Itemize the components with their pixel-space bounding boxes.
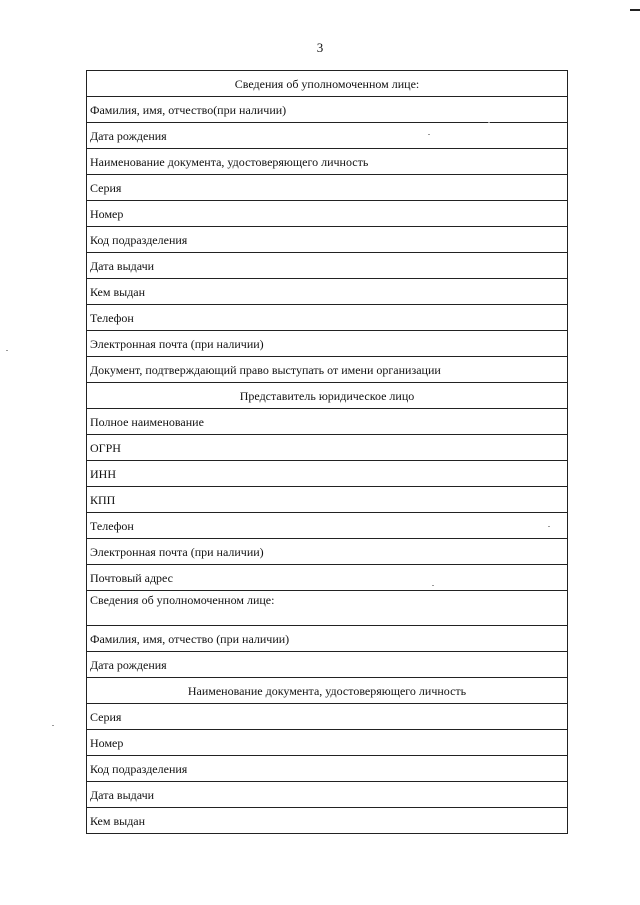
form-row: [87, 71, 568, 97]
form-row: [87, 97, 568, 123]
form-row-label: Кем выдан: [87, 279, 568, 305]
form-row-label: Наименование документа, удостоверяющего личность: [87, 149, 568, 175]
form-table-body: [87, 71, 568, 834]
form-row-label: Сведения об уполномоченном лице:: [87, 591, 568, 626]
form-row-label: Телефон: [87, 305, 568, 331]
form-row: [87, 756, 568, 782]
form-row-label: Электронная почта (при наличии): [87, 331, 568, 357]
form-row: [87, 461, 568, 487]
form-row-label: КПП: [87, 487, 568, 513]
scan-speck: [52, 725, 54, 726]
form-row: [87, 409, 568, 435]
form-row: [87, 782, 568, 808]
form-row: [87, 331, 568, 357]
form-row-label: Дата выдачи: [87, 253, 568, 279]
scan-corner-mark: [630, 9, 640, 11]
form-row-label: Телефон: [87, 513, 568, 539]
form-row-label: Полное наименование: [87, 409, 568, 435]
form-row-label: Сведения об уполномоченном лице:: [87, 71, 568, 97]
form-row-label: Дата рождения: [87, 652, 568, 678]
form-row: [87, 487, 568, 513]
scan-speck: [428, 134, 430, 135]
form-row: [87, 435, 568, 461]
form-row: [87, 149, 568, 175]
page-number: 3: [316, 40, 324, 55]
form-row: [87, 565, 568, 591]
form-row: [87, 626, 568, 652]
form-row: [87, 279, 568, 305]
form-row: [87, 357, 568, 383]
form-row-label: Серия: [87, 704, 568, 730]
form-row-label: Дата выдачи: [87, 782, 568, 808]
form-row-label: Фамилия, имя, отчество (при наличии): [87, 626, 568, 652]
form-row: [87, 591, 568, 626]
form-row-label: Дата рождения: [87, 123, 568, 149]
scan-speck: [548, 526, 550, 527]
scan-speck: [432, 585, 434, 586]
form-row-label: Код подразделения: [87, 227, 568, 253]
form-row: [87, 678, 568, 704]
form-row: [87, 539, 568, 565]
form-row: [87, 253, 568, 279]
form-row-label: Код подразделения: [87, 756, 568, 782]
form-row: [87, 227, 568, 253]
form-row-label: Серия: [87, 175, 568, 201]
form-row-label: Электронная почта (при наличии): [87, 539, 568, 565]
form-row-label: Представитель юридическое лицо: [87, 383, 568, 409]
form-row-label: Наименование документа, удостоверяющего личность: [87, 678, 568, 704]
form-row-label: Почтовый адрес: [87, 565, 568, 591]
form-row: [87, 513, 568, 539]
form-row-label: Номер: [87, 201, 568, 227]
form-row-label: ИНН: [87, 461, 568, 487]
form-row: [87, 201, 568, 227]
form-row-label: ОГРН: [87, 435, 568, 461]
scan-speck: [6, 350, 8, 351]
form-row-label: Документ, подтверждающий право выступать от имени организации: [87, 357, 568, 383]
form-row-label: Фамилия, имя, отчество(при наличии): [87, 97, 568, 123]
form-row: [87, 383, 568, 409]
form-row: [87, 652, 568, 678]
form-row: [87, 704, 568, 730]
form-row: [87, 730, 568, 756]
scan-speck: [488, 122, 490, 123]
form-row: [87, 175, 568, 201]
form-row-label: Кем выдан: [87, 808, 568, 834]
form-row: [87, 808, 568, 834]
form-row: [87, 123, 568, 149]
form-row-label: Номер: [87, 730, 568, 756]
form-row: [87, 305, 568, 331]
form-table: [86, 70, 568, 834]
